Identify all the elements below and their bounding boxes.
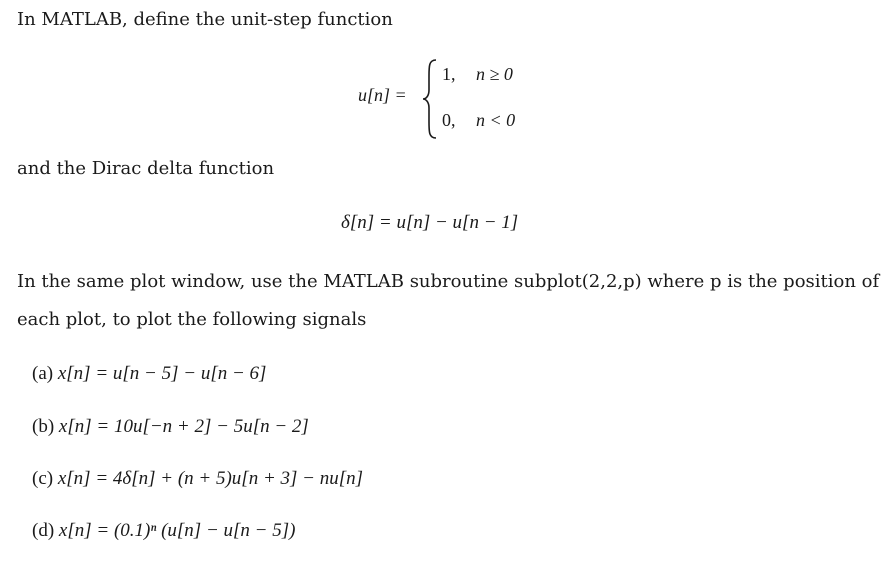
left-brace-icon [422,58,438,140]
dirac-intro-text: and the Dirac delta function [17,158,275,179]
case2-condition: n < 0 [476,110,516,130]
signal-item-a [32,363,266,385]
signal-label: (b) [32,416,55,437]
signal-expression: x[n] = u[n − 5] − u[n − 6] [57,363,267,384]
signal-expression: x[n] = (0.1)ⁿ (u[n] − u[n − 5]) [58,520,296,541]
instruction-line-2: each plot, to plot the following signals [17,309,367,330]
signal-label: (d) [32,520,55,541]
delta-definition: δ[n] = u[n] − u[n − 1] [341,212,519,233]
signal-item-c [32,468,363,490]
signal-expression: x[n] = 4δ[n] + (n + 5)u[n + 3] − nu[n] [57,468,364,489]
case1-condition: n ≥ 0 [476,64,513,84]
case1-value: 1, [442,64,456,84]
signal-item-d [32,520,295,542]
signal-expression: x[n] = 10u[−n + 2] − 5u[n − 2] [58,416,309,437]
unit-step-lhs: u[n] = [358,85,407,105]
signal-item-b [32,416,309,438]
signal-label: (a) [32,363,54,384]
signal-label: (c) [32,468,54,489]
intro-text: In MATLAB, define the unit-step function [17,9,393,30]
instruction-line-1: In the same plot window, use the MATLAB subroutine subplot(2,2,p) where p is the position of [17,271,880,292]
case2-value: 0, [442,110,456,130]
